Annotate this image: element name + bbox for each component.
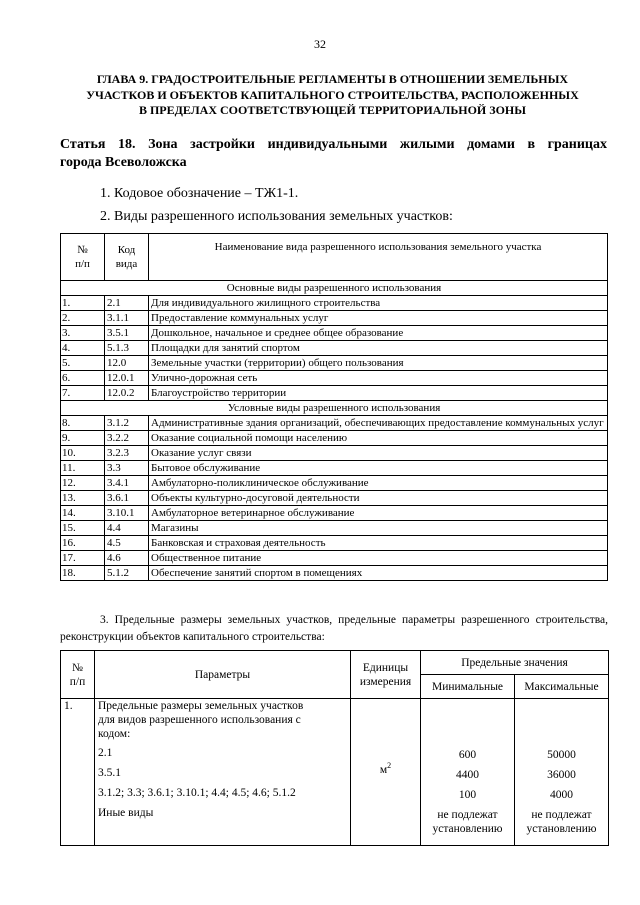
article-title-line: Статья 18. Зона застройки индивидуальными жилыми домами в границах (60, 137, 607, 152)
header-text: п/п (69, 675, 86, 688)
row-num: 17. (61, 551, 105, 566)
row-name: Благоустройство территории (149, 386, 608, 401)
header-code (105, 234, 149, 281)
row-name: Оказание социальной помощи населению (149, 431, 608, 446)
min-value: 4400 (456, 769, 479, 781)
row-code: 4.4 (105, 521, 149, 536)
min-value: 600 (458, 749, 477, 761)
header-max: Максимальные (515, 675, 609, 699)
row-num: 11. (61, 461, 105, 476)
header-limits: Предельные значения (421, 651, 609, 675)
row-num: 15. (61, 521, 105, 536)
row-name: Оказание услуг связи (149, 446, 608, 461)
header-params: Параметры (95, 651, 351, 699)
unit-superscript: 2 (387, 761, 392, 770)
row-max (515, 699, 609, 846)
row-name: Амбулаторно-поликлиническое обслуживание (149, 476, 608, 491)
param-code: 2.1 (98, 747, 113, 759)
param-code: 3.1.2; 3.3; 3.6.1; 3.10.1; 4.4; 4.5; 4.6; 5.1.2 (98, 787, 296, 799)
row-code: 4.6 (105, 551, 149, 566)
row-name: Банковская и страховая деятельность (149, 536, 608, 551)
header-text: № (77, 244, 88, 256)
row-name: Обеспечение занятий спортом в помещениях (149, 566, 608, 581)
table-row (61, 476, 608, 491)
param-code: 3.5.1 (98, 767, 121, 779)
table-row (61, 551, 608, 566)
row-params (95, 699, 351, 846)
max-value: 36000 (547, 769, 576, 781)
row-code: 3.2.3 (105, 446, 149, 461)
chapter-title (60, 72, 605, 119)
article-title (60, 136, 607, 172)
row-name: Предоставление коммунальных услуг (149, 311, 608, 326)
row-code: 3.4.1 (105, 476, 149, 491)
row-name: Площадки для занятий спортом (149, 341, 608, 356)
section-main-label: Основные виды разрешенного использования (61, 281, 608, 296)
row-name: Магазины (149, 521, 608, 536)
row-name: Земельные участки (территории) общего пользования (149, 356, 608, 371)
row-code: 12.0.1 (105, 371, 149, 386)
row-num: 4. (61, 341, 105, 356)
permitted-uses-heading: 2. Виды разрешенного использования земельных участков: (100, 209, 453, 224)
max-value: 4000 (550, 789, 573, 801)
row-code: 3.10.1 (105, 506, 149, 521)
header-text: вида (115, 258, 138, 270)
min-other: установлению (432, 823, 503, 835)
limits-heading: 3. Предельные размеры земельных участков, предельные параметры разрешенного строительства, реконструкции объектов капитального строительства: (60, 614, 608, 643)
row-num: 2. (61, 311, 105, 326)
code-designation: 1. Кодовое обозначение – ТЖ1-1. (100, 186, 299, 201)
header-min: Минимальные (421, 675, 515, 699)
min-value: 100 (458, 789, 477, 801)
row-code: 2.1 (105, 296, 149, 311)
table-row (61, 386, 608, 401)
header-num (61, 234, 105, 281)
row-code: 3.2.2 (105, 431, 149, 446)
header-units (351, 651, 421, 699)
row-name: Общественное питание (149, 551, 608, 566)
row-name: Для индивидуального жилищного строительства (149, 296, 608, 311)
row-name: Амбулаторное ветеринарное обслуживание (149, 506, 608, 521)
limits-table (60, 650, 609, 846)
row-code: 5.1.3 (105, 341, 149, 356)
page-number: 32 (314, 37, 326, 51)
row-code: 4.5 (105, 536, 149, 551)
max-other: не подлежат (531, 809, 592, 821)
table-row (61, 341, 608, 356)
header-text: Код (117, 244, 136, 256)
table-row (61, 311, 608, 326)
table-row (61, 326, 608, 341)
header-text: измерения (359, 675, 412, 688)
chapter-title-line: В ПРЕДЕЛАХ СООТВЕТСТВУЮЩЕЙ ТЕРРИТОРИАЛЬНОЙ ЗОНЫ (138, 103, 527, 117)
table-row (61, 416, 608, 431)
row-code: 3.1.2 (105, 416, 149, 431)
header-num (61, 651, 95, 699)
row-num: 12. (61, 476, 105, 491)
param-title: Предельные размеры земельных участков (98, 700, 304, 712)
row-code: 3.1.1 (105, 311, 149, 326)
table-row (61, 431, 608, 446)
max-value: 50000 (547, 749, 576, 761)
table-row (61, 506, 608, 521)
row-code: 3.6.1 (105, 491, 149, 506)
row-code: 12.0.2 (105, 386, 149, 401)
row-num: 1. (61, 699, 95, 846)
row-num: 9. (61, 431, 105, 446)
table-row (61, 461, 608, 476)
row-code: 3.5.1 (105, 326, 149, 341)
table-row (61, 536, 608, 551)
row-name: Объекты культурно-досуговой деятельности (149, 491, 608, 506)
table-header-row (61, 234, 608, 281)
header-text: Единицы (362, 661, 409, 674)
chapter-title-line: УЧАСТКОВ И ОБЪЕКТОВ КАПИТАЛЬНОГО СТРОИТЕЛЬСТВА, РАСПОЛОЖЕННЫХ (86, 87, 579, 102)
row-name: Административные здания организаций, обеспечивающих предоставление коммунальных услуг (149, 416, 608, 431)
row-code: 3.3 (105, 461, 149, 476)
row-num: 10. (61, 446, 105, 461)
table-row (61, 296, 608, 311)
max-other: установлению (526, 823, 597, 835)
chapter-title-line: ГЛАВА 9. ГРАДОСТРОИТЕЛЬНЫЕ РЕГЛАМЕНТЫ В ОТНОШЕНИИ ЗЕМЕЛЬНЫХ (96, 72, 569, 86)
param-title: кодом: (98, 728, 131, 740)
row-code: 5.1.2 (105, 566, 149, 581)
row-num: 1. (61, 296, 105, 311)
row-name: Дошкольное, начальное и среднее общее образование (149, 326, 608, 341)
table-row (61, 566, 608, 581)
unit-text: м (379, 763, 388, 776)
row-num: 18. (61, 566, 105, 581)
article-title-line: города Всеволожска (60, 155, 187, 170)
header-name: Наименование вида разрешенного использования земельного участка (149, 234, 608, 281)
row-name: Бытовое обслуживание (149, 461, 608, 476)
row-name: Улично-дорожная сеть (149, 371, 608, 386)
row-num: 16. (61, 536, 105, 551)
row-num: 3. (61, 326, 105, 341)
section-row (61, 401, 608, 416)
row-code: 12.0 (105, 356, 149, 371)
permitted-uses-table (60, 233, 608, 581)
row-num: 6. (61, 371, 105, 386)
param-title: для видов разрешенного использования с (98, 714, 301, 726)
table-header-row (61, 651, 609, 675)
header-text: п/п (75, 258, 90, 270)
row-num: 8. (61, 416, 105, 431)
section-row (61, 281, 608, 296)
row-unit (351, 699, 421, 846)
row-num: 13. (61, 491, 105, 506)
row-min (421, 699, 515, 846)
table-row (61, 521, 608, 536)
table-row (61, 491, 608, 506)
row-num: 5. (61, 356, 105, 371)
row-num: 14. (61, 506, 105, 521)
min-other: не подлежат (437, 809, 498, 821)
table-row (61, 356, 608, 371)
table-row (61, 446, 608, 461)
table-row (61, 371, 608, 386)
param-code: Иные виды (98, 807, 154, 819)
section-conditional-label: Условные виды разрешенного использования (61, 401, 608, 416)
row-num: 7. (61, 386, 105, 401)
header-text: № (72, 661, 83, 674)
table-row (61, 699, 609, 846)
